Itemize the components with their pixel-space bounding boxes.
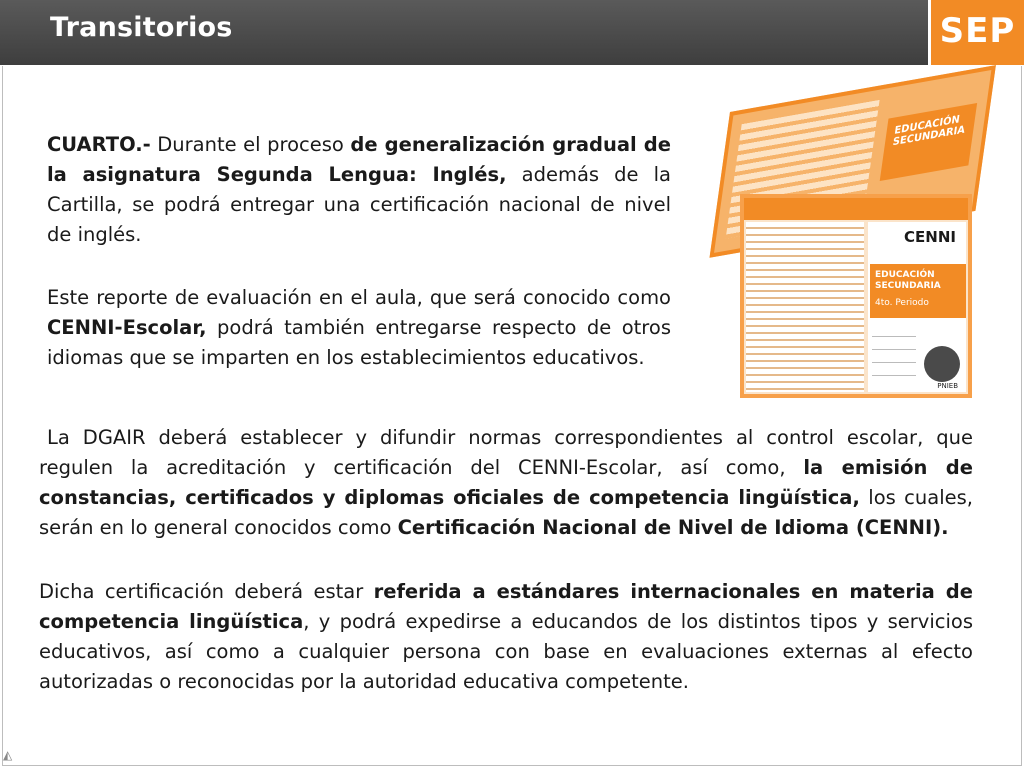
p2-text-2: podrá también entregarse respecto de otros idiomas que se imparten en los establecimientos educativos.: [47, 316, 671, 369]
slide-title: Transitorios: [50, 12, 233, 43]
p4-bold-1: referida a estándares internacionales en materia de competencia lingüística: [39, 580, 973, 633]
back-card-band: [880, 103, 977, 181]
cuarto-lead: CUARTO.-: [47, 133, 151, 156]
p3-bold-2: Certificación Nacional de Nivel de Idioma (CENNI).: [397, 516, 949, 539]
p1-bold-1: de generalización gradual de la asignatura Segunda Lengua: Inglés,: [47, 133, 671, 186]
cenni-logo: CENNI: [904, 228, 956, 246]
p4-text-2: , y podrá expedirse a educandos de los distintos tipos y servicios educativos, así como a cualquier persona con base en evaluaciones externas al efecto autorizadas o reconocidas por la autoridad educativa competente.: [39, 610, 973, 693]
front-card-competencies-table: [746, 222, 864, 392]
education-level-box: [870, 264, 966, 318]
p1-text-1: Durante el proceso: [150, 133, 351, 156]
period-label: 4to. Periodo: [875, 298, 929, 308]
pnieb-label: PNIEB: [937, 382, 958, 390]
p2-bold-1: CENNI-Escolar,: [47, 316, 207, 339]
paragraph-reporte: [47, 283, 671, 373]
front-card-header-band: [744, 198, 968, 220]
sep-logo: [928, 0, 1024, 65]
report-card-illustration: [690, 72, 1010, 402]
paragraph-certificacion: [39, 577, 973, 697]
p4-text-1: Dicha certificación deberá estar: [39, 580, 374, 603]
p1-text-2: además de la Cartilla, se podrá entregar una certificación nacional de nivel de inglés.: [47, 163, 671, 246]
paragraph-cuarto: [47, 130, 671, 250]
slide-header: [0, 0, 1024, 65]
front-card-body: [744, 198, 968, 394]
p3-bold-1: la emisión de constancias, certificados y diplomas oficiales de competencia lingüística,: [39, 456, 973, 509]
education-level: EDUCACIÓN SECUNDARIA: [875, 270, 941, 291]
p3-text-1: La DGAIR deberá establecer y difundir normas correspondientes al control escolar, que regulen la acreditación y certificación del CENNI-Escolar, así como,: [39, 426, 973, 479]
p3-text-2: los cuales, serán en lo general conocidos como: [39, 486, 973, 539]
back-card-title: EDUCACIÓN SECUNDARIA: [891, 114, 966, 149]
slide-corner-icon: ◭: [3, 748, 13, 762]
p2-text-1: Este reporte de evaluación en el aula, que será conocido como: [47, 286, 671, 309]
paragraph-dgair: [39, 423, 973, 543]
front-card-cover: [868, 222, 966, 392]
sep-logo-text: SEP: [939, 11, 1016, 51]
pnieb-seal-icon: [924, 346, 960, 382]
front-report-card: [740, 194, 972, 398]
student-fields: [872, 324, 916, 386]
